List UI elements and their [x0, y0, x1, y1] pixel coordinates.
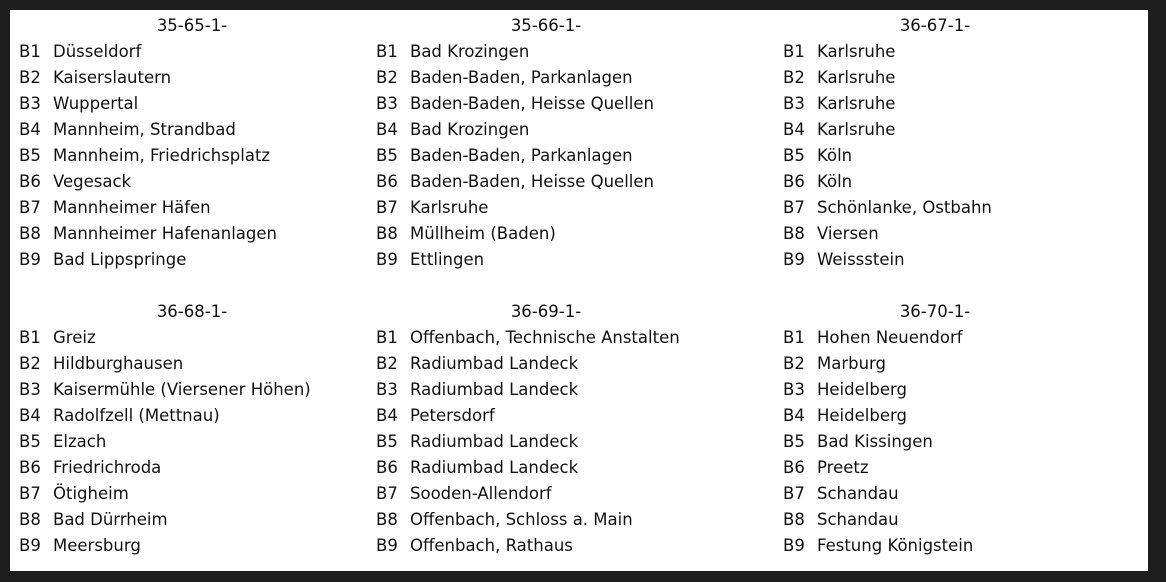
- list-item: [19, 117, 236, 143]
- entry-place: Friedrichroda: [53, 458, 162, 477]
- entry-place: Bad Dürrheim: [53, 510, 168, 529]
- list-item: [376, 195, 488, 221]
- entry-code: B1: [783, 328, 805, 347]
- list-item: [19, 481, 129, 507]
- entry-code: B5: [783, 146, 805, 165]
- entry-code: B5: [19, 146, 41, 165]
- entry-place: Kaisermühle (Viersener Höhen): [53, 380, 311, 399]
- list-item: [19, 65, 171, 91]
- entry-code: B7: [19, 198, 41, 217]
- list-item: [783, 39, 895, 65]
- entry-place: Karlsruhe: [817, 68, 896, 87]
- entry-place: Mannheim, Strandbad: [53, 120, 236, 139]
- list-item: [19, 325, 96, 351]
- entry-code: B3: [783, 380, 805, 399]
- entry-code: B3: [19, 380, 41, 399]
- entry-place: Baden-Baden, Heisse Quellen: [410, 94, 654, 113]
- group-35-65-1: [19, 13, 389, 283]
- entry-place: Radiumbad Landeck: [410, 432, 579, 451]
- entry-code: B2: [783, 354, 805, 373]
- list-item: [376, 39, 529, 65]
- list-item: [783, 247, 905, 273]
- group-36-67-1: [783, 13, 1153, 283]
- entry-place: Kaiserslautern: [53, 68, 172, 87]
- entry-code: B4: [19, 120, 41, 139]
- entry-code: B2: [376, 354, 398, 373]
- list-item: [376, 325, 680, 351]
- list-item: [783, 429, 933, 455]
- entry-code: B9: [783, 250, 805, 269]
- entry-place: Preetz: [817, 458, 869, 477]
- entry-place: Bad Krozingen: [410, 42, 530, 61]
- list-item: [376, 533, 573, 559]
- entry-code: B7: [376, 198, 398, 217]
- entry-code: B4: [376, 120, 398, 139]
- list-item: [783, 533, 973, 559]
- entry-code: B7: [783, 198, 805, 217]
- entry-place: Petersdorf: [410, 406, 495, 425]
- entry-code: B4: [783, 120, 805, 139]
- list-item: [783, 403, 907, 429]
- list-item: [19, 403, 220, 429]
- entry-place: Mannheimer Häfen: [53, 198, 211, 217]
- list-item: [19, 91, 138, 117]
- list-item: [783, 221, 879, 247]
- entry-code: B4: [376, 406, 398, 425]
- list-item: [783, 169, 852, 195]
- entry-place: Karlsruhe: [817, 120, 896, 139]
- list-item: [783, 507, 899, 533]
- document-page: [10, 10, 1148, 571]
- entry-code: B5: [376, 146, 398, 165]
- list-item: [783, 143, 852, 169]
- entry-code: B6: [19, 172, 41, 191]
- list-item: [376, 221, 556, 247]
- entry-code: B3: [19, 94, 41, 113]
- group-title: 36-67-1-: [899, 16, 971, 35]
- list-item: [19, 195, 211, 221]
- entry-place: Bad Lippspringe: [53, 250, 187, 269]
- entry-code: B1: [783, 42, 805, 61]
- entry-place: Hohen Neuendorf: [817, 328, 963, 347]
- entry-code: B8: [19, 224, 41, 243]
- entry-place: Meersburg: [53, 536, 141, 555]
- entry-place: Baden-Baden, Parkanlagen: [410, 146, 633, 165]
- entry-code: B8: [376, 224, 398, 243]
- entry-place: Mannheim, Friedrichsplatz: [53, 146, 271, 165]
- list-item: [376, 143, 633, 169]
- entry-code: B1: [19, 328, 41, 347]
- list-item: [19, 247, 186, 273]
- entry-code: B1: [19, 42, 41, 61]
- list-item: [376, 91, 654, 117]
- list-item: [376, 351, 578, 377]
- entry-code: B1: [376, 42, 398, 61]
- group-36-68-1: [19, 299, 389, 569]
- list-item: [376, 247, 484, 273]
- entry-place: Ettlingen: [410, 250, 485, 269]
- entry-code: B5: [19, 432, 41, 451]
- entry-code: B6: [783, 172, 805, 191]
- entry-place: Karlsruhe: [817, 94, 896, 113]
- list-item: [19, 377, 311, 403]
- entry-place: Schönlanke, Ostbahn: [817, 198, 992, 217]
- entry-code: B7: [783, 484, 805, 503]
- list-item: [19, 143, 270, 169]
- entry-place: Wuppertal: [53, 94, 139, 113]
- group-36-70-1: [783, 299, 1153, 569]
- entry-code: B1: [376, 328, 398, 347]
- entry-code: B5: [783, 432, 805, 451]
- entry-place: Offenbach, Rathaus: [410, 536, 573, 555]
- entry-code: B6: [376, 172, 398, 191]
- list-item: [376, 377, 578, 403]
- list-item: [376, 455, 578, 481]
- entry-code: B6: [19, 458, 41, 477]
- entry-place: Radiumbad Landeck: [410, 458, 579, 477]
- list-item: [783, 195, 992, 221]
- entry-code: B9: [783, 536, 805, 555]
- list-item: [783, 455, 869, 481]
- entry-code: B3: [376, 380, 398, 399]
- list-item: [783, 91, 895, 117]
- entry-place: Ötigheim: [53, 484, 129, 503]
- entry-place: Radiumbad Landeck: [410, 354, 579, 373]
- entry-place: Köln: [817, 172, 853, 191]
- entry-place: Elzach: [53, 432, 107, 451]
- list-item: [376, 507, 633, 533]
- list-item: [376, 65, 633, 91]
- entry-code: B7: [376, 484, 398, 503]
- entry-place: Mannheimer Hafenanlagen: [53, 224, 277, 243]
- entry-place: Viersen: [817, 224, 879, 243]
- entry-place: Bad Krozingen: [410, 120, 530, 139]
- entry-code: B8: [19, 510, 41, 529]
- entry-place: Weissstein: [817, 250, 905, 269]
- entry-place: Karlsruhe: [410, 198, 489, 217]
- group-35-66-1: [376, 13, 746, 283]
- entry-place: Müllheim (Baden): [410, 224, 556, 243]
- entry-code: B2: [783, 68, 805, 87]
- entry-code: B9: [19, 250, 41, 269]
- list-item: [783, 325, 963, 351]
- entry-code: B9: [376, 536, 398, 555]
- list-item: [783, 117, 895, 143]
- entry-place: Hildburghausen: [53, 354, 184, 373]
- group-36-69-1: [376, 299, 746, 569]
- group-title: 36-70-1-: [899, 302, 971, 321]
- entry-place: Köln: [817, 146, 853, 165]
- list-item: [376, 117, 529, 143]
- entry-code: B9: [376, 250, 398, 269]
- entry-place: Marburg: [817, 354, 887, 373]
- list-item: [19, 221, 277, 247]
- entry-code: B8: [783, 510, 805, 529]
- entry-place: Sooden-Allendorf: [410, 484, 552, 503]
- entry-place: Bad Kissingen: [817, 432, 933, 451]
- list-item: [783, 377, 907, 403]
- list-item: [783, 481, 899, 507]
- entry-code: B5: [376, 432, 398, 451]
- list-item: [783, 351, 886, 377]
- entry-code: B8: [783, 224, 805, 243]
- list-item: [19, 429, 106, 455]
- entry-place: Schandau: [817, 484, 899, 503]
- entry-code: B6: [376, 458, 398, 477]
- entry-code: B3: [376, 94, 398, 113]
- entry-code: B9: [19, 536, 41, 555]
- entry-place: Radiumbad Landeck: [410, 380, 579, 399]
- entry-place: Radolfzell (Mettnau): [53, 406, 220, 425]
- list-item: [19, 533, 141, 559]
- entry-place: Greiz: [53, 328, 96, 347]
- list-item: [19, 507, 168, 533]
- list-item: [376, 403, 495, 429]
- entry-place: Heidelberg: [817, 406, 907, 425]
- entry-place: Vegesack: [53, 172, 132, 191]
- entry-place: Düsseldorf: [53, 42, 142, 61]
- entry-code: B2: [376, 68, 398, 87]
- entry-code: B4: [19, 406, 41, 425]
- entry-place: Offenbach, Schloss a. Main: [410, 510, 633, 529]
- entry-code: B3: [783, 94, 805, 113]
- entry-code: B2: [19, 354, 41, 373]
- entry-place: Karlsruhe: [817, 42, 896, 61]
- entry-code: B6: [783, 458, 805, 477]
- group-title: 36-69-1-: [510, 302, 582, 321]
- entry-place: Heidelberg: [817, 380, 907, 399]
- group-title: 36-68-1-: [156, 302, 228, 321]
- entry-place: Schandau: [817, 510, 899, 529]
- list-item: [376, 429, 578, 455]
- entry-place: Offenbach, Technische Anstalten: [410, 328, 680, 347]
- entry-code: B4: [783, 406, 805, 425]
- group-title: 35-66-1-: [510, 16, 582, 35]
- entry-place: Baden-Baden, Parkanlagen: [410, 68, 633, 87]
- group-title: 35-65-1-: [156, 16, 228, 35]
- list-item: [19, 455, 161, 481]
- list-item: [19, 169, 131, 195]
- entry-place: Festung Königstein: [817, 536, 974, 555]
- entry-code: B7: [19, 484, 41, 503]
- list-item: [376, 481, 552, 507]
- entry-code: B8: [376, 510, 398, 529]
- list-item: [19, 351, 183, 377]
- entry-code: B2: [19, 68, 41, 87]
- list-item: [376, 169, 654, 195]
- entry-place: Baden-Baden, Heisse Quellen: [410, 172, 654, 191]
- list-item: [783, 65, 895, 91]
- list-item: [19, 39, 141, 65]
